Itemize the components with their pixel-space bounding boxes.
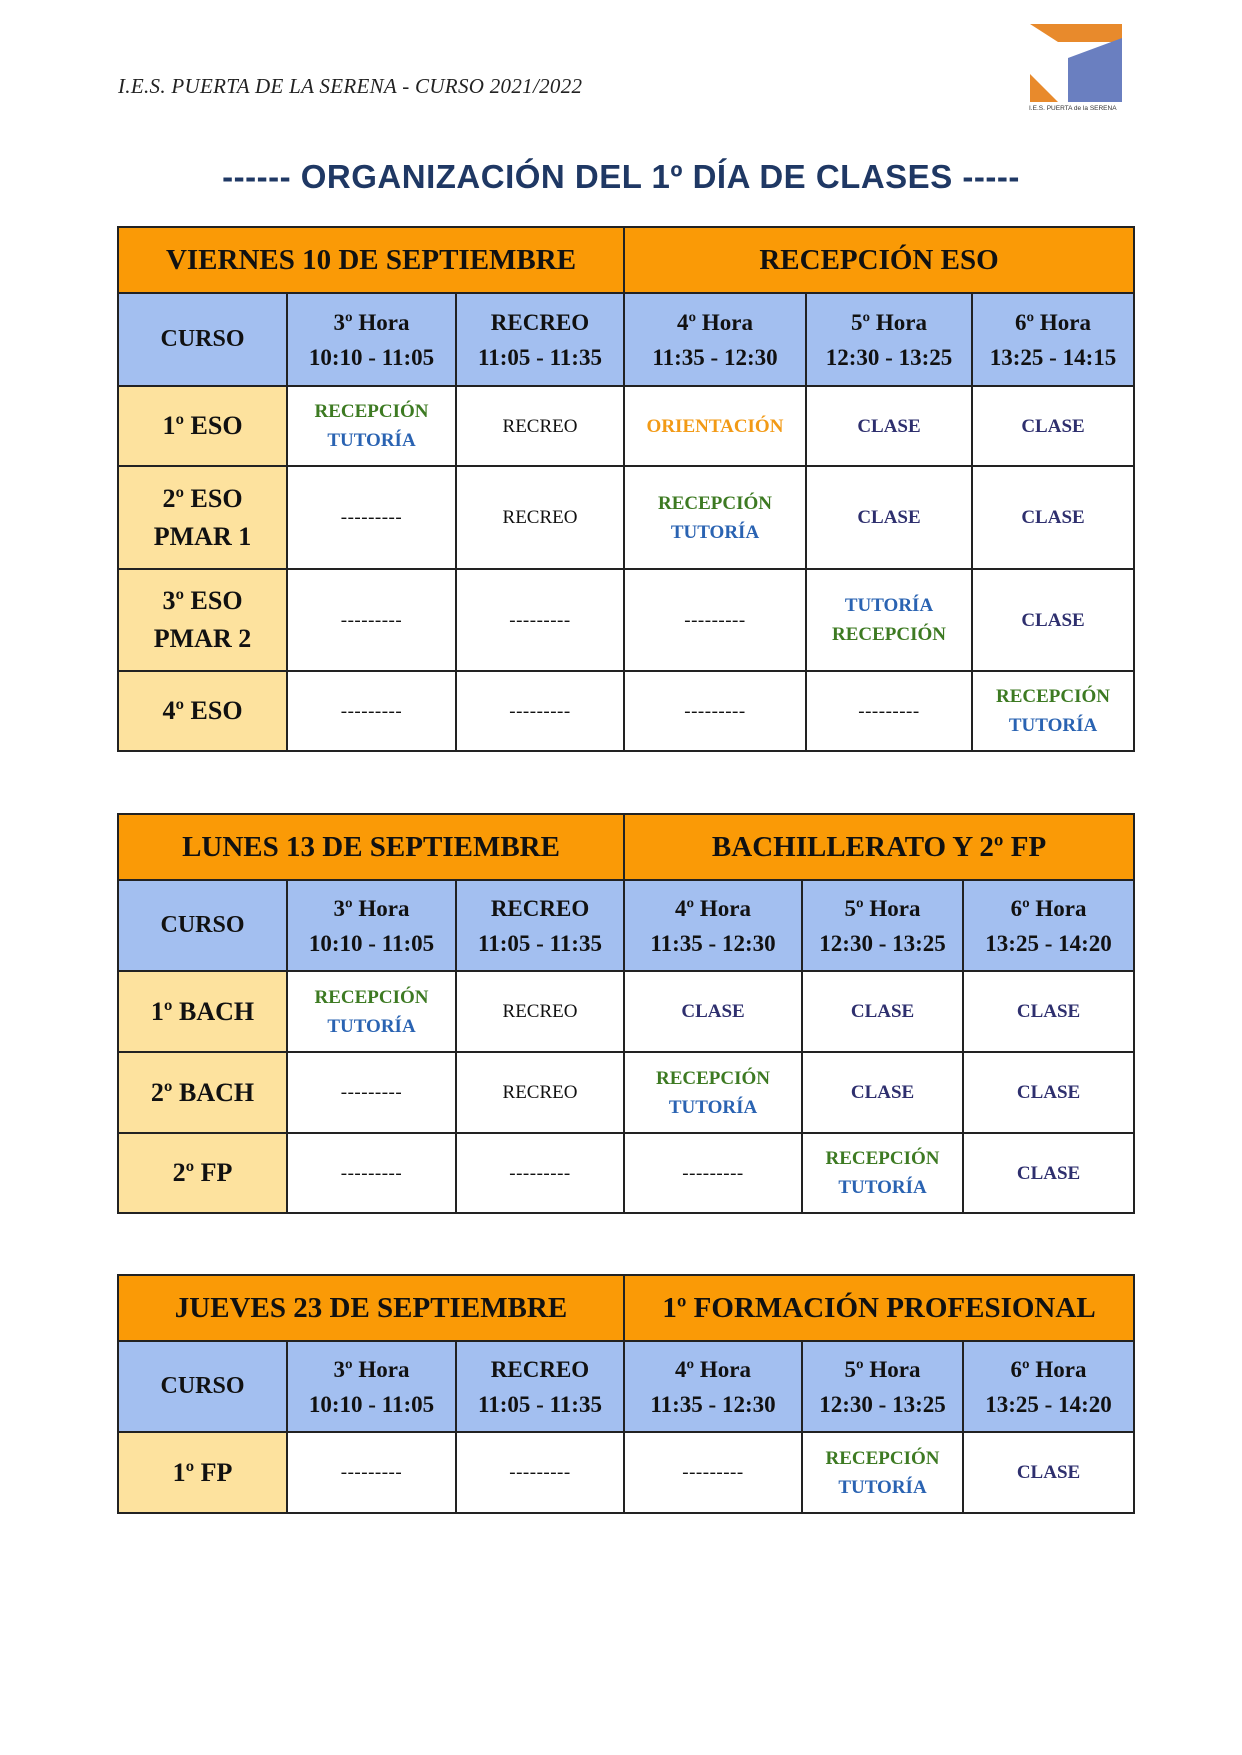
column-header-time: 11:05 - 11:35 [478, 1391, 602, 1417]
schedule-cell [806, 569, 972, 671]
column-header [802, 1341, 963, 1432]
logo-caption: I.E.S. PUERTA de la SERENA [1029, 105, 1117, 112]
course-cell [118, 971, 287, 1052]
cell-activity: --------- [684, 700, 746, 722]
schedule-cell [972, 569, 1134, 671]
course-label: PMAR 2 [153, 624, 252, 653]
table-title-row [118, 1275, 1134, 1341]
cell-activity: TUTORÍA [844, 595, 934, 616]
schedule-cell [624, 1432, 802, 1513]
cell-activity: --------- [340, 700, 403, 722]
course-label: 2º ESO [162, 483, 243, 513]
column-header-time: 11:35 - 12:30 [652, 344, 778, 370]
cell-activity: CLASE [1016, 1001, 1081, 1022]
column-header [118, 880, 287, 971]
column-header-time: 12:30 - 13:25 [819, 930, 946, 956]
schedule-cell [287, 971, 456, 1052]
table-title-row [118, 227, 1134, 293]
table-row [118, 466, 1134, 569]
table-day: LUNES 13 DE SEPTIEMBRE [118, 814, 624, 880]
course-label: 1º FP [172, 1457, 233, 1487]
column-header [972, 293, 1134, 386]
course-cell [118, 569, 287, 671]
cell-activity: RECEPCIÓN [656, 1067, 771, 1089]
schedule-cell [456, 1052, 624, 1133]
schedule-cell [963, 1133, 1134, 1213]
column-header-time: 10:10 - 11:05 [308, 930, 435, 956]
column-header-label: 6º Hora [1010, 895, 1087, 921]
cell-activity: --------- [509, 609, 571, 631]
column-header-label: 3º Hora [333, 895, 410, 921]
schedule-cell [624, 1133, 802, 1213]
cell-activity: TUTORÍA [670, 521, 760, 543]
column-header-time: 13:25 - 14:20 [985, 1391, 1112, 1417]
course-label: PMAR 1 [153, 521, 252, 551]
cell-activity: TUTORÍA [327, 1015, 416, 1037]
column-header-time: 11:05 - 11:35 [478, 930, 602, 956]
course-cell [118, 1432, 287, 1513]
column-header-label: 5º Hora [851, 309, 927, 335]
schedule-cell [287, 569, 456, 671]
schedule-table-friday [117, 226, 1135, 752]
cell-activity: --------- [340, 507, 403, 528]
page-title: ------ ORGANIZACIÓN DEL 1º DÍA DE CLASES ----- [222, 158, 1020, 195]
cell-activity: RECEPCIÓN [825, 1447, 940, 1469]
column-header-time: 13:25 - 14:15 [989, 344, 1117, 370]
course-label: 3º ESO [162, 586, 243, 615]
course-cell [118, 671, 287, 751]
column-header-label: 4º Hora [677, 309, 753, 335]
column-header [963, 880, 1134, 971]
cell-activity: CLASE [850, 1082, 915, 1103]
column-header-time: 11:35 - 12:30 [650, 930, 776, 956]
column-header-label: RECREO [490, 309, 590, 335]
table-group: RECEPCIÓN ESO [624, 227, 1134, 293]
cell-activity: RECREO [502, 1082, 578, 1103]
cell-activity: TUTORÍA [838, 1476, 927, 1498]
column-header [963, 1341, 1134, 1432]
table-row [118, 971, 1134, 1052]
column-header-label: 3º Hora [333, 309, 410, 335]
cell-activity: CLASE [1021, 507, 1085, 528]
column-header [456, 880, 624, 971]
course-label: 2º FP [172, 1158, 233, 1187]
cell-activity: CLASE [1016, 1082, 1081, 1103]
column-header-label: 4º Hora [675, 895, 751, 921]
cell-activity: ORIENTACIÓN [646, 415, 784, 437]
course-cell [118, 1133, 287, 1213]
column-header [624, 293, 806, 386]
cell-activity: --------- [340, 1462, 403, 1483]
schedule-cell [963, 1432, 1134, 1513]
column-header [118, 293, 287, 386]
table-day: JUEVES 23 DE SEPTIEMBRE [118, 1275, 624, 1341]
course-label: 1º BACH [150, 996, 255, 1026]
cell-activity: --------- [682, 1162, 744, 1184]
cell-activity: --------- [340, 1082, 403, 1103]
column-header-label: 3º Hora [333, 1356, 410, 1382]
schedule-table-thursday [117, 1274, 1135, 1514]
course-label: 4º ESO [162, 696, 243, 725]
cell-activity: --------- [509, 700, 571, 722]
cell-activity: RECEPCIÓN [825, 1148, 940, 1169]
cell-activity: CLASE [1021, 609, 1085, 631]
column-header-label: 4º Hora [675, 1356, 751, 1382]
cell-activity: CLASE [1016, 1162, 1081, 1184]
column-header-time: 10:10 - 11:05 [308, 1391, 435, 1417]
schedule-cell [456, 1133, 624, 1213]
schedule-cell [624, 386, 806, 466]
cell-activity: TUTORÍA [838, 1177, 927, 1198]
course-label: 2º BACH [150, 1077, 255, 1107]
column-header [806, 293, 972, 386]
column-header [287, 1341, 456, 1432]
column-header-time: 13:25 - 14:20 [985, 930, 1112, 956]
course-label: 1º ESO [162, 411, 243, 440]
schedule-cell [456, 971, 624, 1052]
schedule-cell [802, 971, 963, 1052]
table-row [118, 1133, 1134, 1213]
schedule-cell [456, 466, 624, 569]
column-header-time: 11:35 - 12:30 [650, 1391, 776, 1417]
cell-activity: --------- [509, 1462, 571, 1483]
course-cell [118, 1052, 287, 1133]
course-cell [118, 386, 287, 466]
schedule-cell [806, 386, 972, 466]
school-header: I.E.S. PUERTA DE LA SERENA - CURSO 2021/2022 [118, 74, 583, 98]
cell-activity: TUTORÍA [668, 1096, 758, 1118]
column-header-label: 6º Hora [1010, 1356, 1087, 1382]
cell-activity: CLASE [681, 1001, 745, 1022]
schedule-cell [802, 1432, 963, 1513]
table-group: BACHILLERATO Y 2º FP [624, 814, 1134, 880]
column-header [802, 880, 963, 971]
table-row [118, 569, 1134, 671]
schedule-cell [287, 1432, 456, 1513]
cell-activity: RECREO [502, 507, 578, 528]
cell-activity: TUTORÍA [327, 430, 416, 451]
schedule-table-monday [117, 813, 1135, 1214]
column-header-label: 5º Hora [844, 895, 921, 921]
schedule-cell [624, 1052, 802, 1133]
cell-activity: CLASE [857, 507, 921, 528]
schedule-cell [287, 1133, 456, 1213]
column-header-time: 10:10 - 11:05 [308, 344, 435, 370]
column-header-row [118, 293, 1134, 386]
cell-activity: RECREO [502, 1001, 578, 1022]
table-day: VIERNES 10 DE SEPTIEMBRE [118, 227, 624, 293]
column-header [456, 1341, 624, 1432]
course-cell [118, 466, 287, 569]
schedule-cell [624, 466, 806, 569]
cell-activity: RECEPCIÓN [314, 401, 429, 422]
cell-activity: --------- [684, 609, 746, 631]
cell-activity: RECREO [502, 415, 578, 437]
column-header-label: CURSO [160, 1373, 245, 1399]
cell-activity: RECEPCIÓN [657, 492, 772, 514]
column-header-label: CURSO [160, 326, 245, 352]
cell-activity: CLASE [850, 1001, 915, 1022]
schedule-cell [456, 569, 624, 671]
cell-activity: RECEPCIÓN [831, 624, 946, 645]
schedule-cell [287, 671, 456, 751]
cell-activity: CLASE [1021, 415, 1085, 437]
column-header [624, 880, 802, 971]
schedule-cell [456, 671, 624, 751]
column-header-label: RECREO [490, 1356, 590, 1382]
column-header-label: CURSO [160, 912, 245, 938]
column-header-row [118, 1341, 1134, 1432]
schedule-cell [624, 569, 806, 671]
schedule-cell [287, 466, 456, 569]
schedule-cell [972, 466, 1134, 569]
schedule-cell [972, 671, 1134, 751]
column-header-time: 11:05 - 11:35 [478, 344, 602, 370]
cell-activity: RECEPCIÓN [314, 986, 429, 1008]
schedule-cell [963, 971, 1134, 1052]
table-row [118, 386, 1134, 466]
cell-activity: --------- [682, 1462, 744, 1483]
column-header [624, 1341, 802, 1432]
cell-activity: CLASE [857, 415, 921, 437]
schedule-cell [624, 671, 806, 751]
schedule-cell [963, 1052, 1134, 1133]
cell-activity: RECEPCIÓN [996, 686, 1111, 707]
cell-activity: TUTORÍA [1008, 715, 1098, 736]
table-group: 1º FORMACIÓN PROFESIONAL [624, 1275, 1134, 1341]
column-header-label: 6º Hora [1015, 309, 1091, 335]
column-header-label: 5º Hora [844, 1356, 921, 1382]
column-header-label: RECREO [490, 895, 590, 921]
column-header [287, 880, 456, 971]
column-header-time: 12:30 - 13:25 [825, 344, 953, 370]
cell-activity: --------- [509, 1162, 571, 1184]
cell-activity: --------- [858, 700, 920, 722]
schedule-cell [287, 1052, 456, 1133]
cell-activity: --------- [340, 609, 403, 631]
table-row [118, 1052, 1134, 1133]
schedule-cell [456, 386, 624, 466]
schedule-cell [802, 1133, 963, 1213]
table-row [118, 1432, 1134, 1513]
schedule-cell [806, 671, 972, 751]
school-logo [1028, 22, 1124, 116]
schedule-cell [287, 386, 456, 466]
column-header [118, 1341, 287, 1432]
cell-activity: --------- [340, 1162, 403, 1184]
schedule-cell [456, 1432, 624, 1513]
cell-activity: CLASE [1016, 1462, 1081, 1483]
table-row [118, 671, 1134, 751]
column-header-row [118, 880, 1134, 971]
column-header [287, 293, 456, 386]
schedule-cell [802, 1052, 963, 1133]
schedule-cell [624, 971, 802, 1052]
schedule-cell [972, 386, 1134, 466]
table-title-row [118, 814, 1134, 880]
column-header-time: 12:30 - 13:25 [819, 1391, 946, 1417]
column-header [456, 293, 624, 386]
schedule-cell [806, 466, 972, 569]
